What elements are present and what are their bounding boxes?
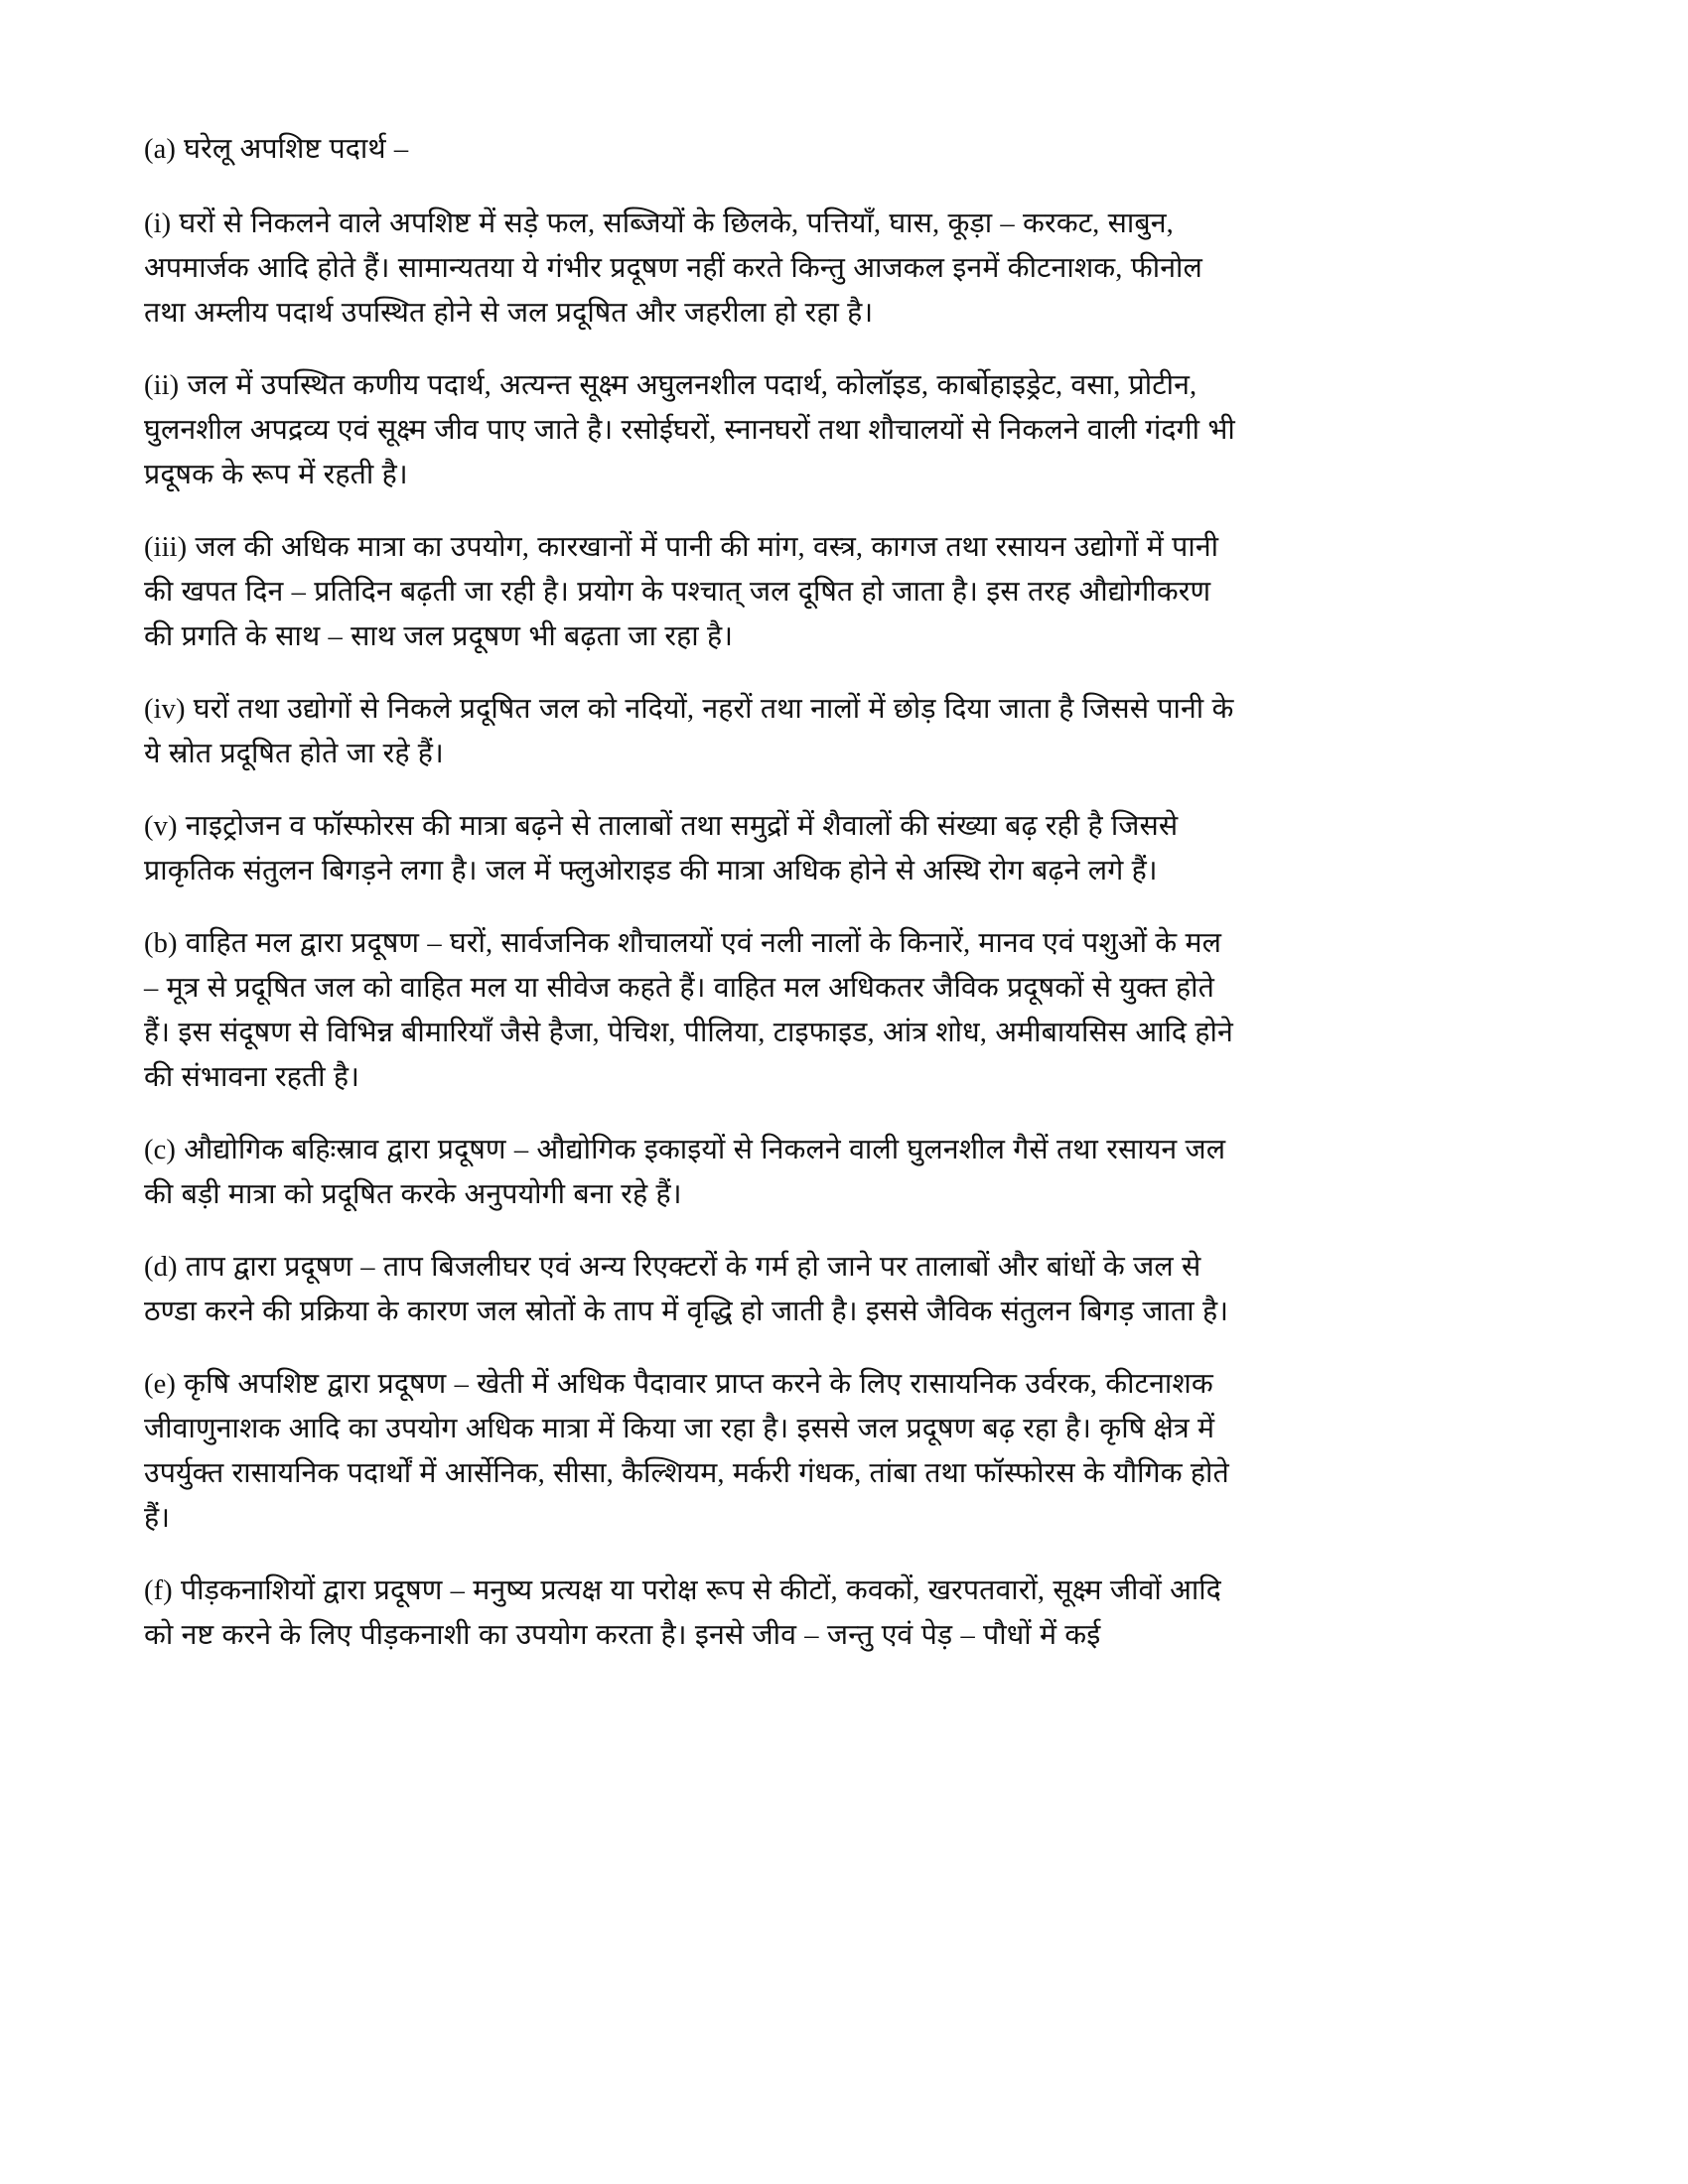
document-text-body [144,127,1241,1658]
paragraph-section-e-agricultural-waste-pollution: (e) कृषि अपशिष्ट द्वारा प्रदूषण – खेती में अधिक पैदावार प्राप्त करने के लिए रासायनिक उर्वरक, कीटनाशक जीवाणुनाशक आदि का उपयोग अधिक मात्रा में किया जा रहा है। इससे जल प्रदूषण बढ़ रहा है। कृषि क्षेत्र में उपर्युक्त रासायनिक पदार्थों में आर्सेनिक, सीसा, कैल्शियम, मर्करी गंधक, तांबा तथा फॉस्फोरस के यौगिक होते हैं। [144,1369,1229,1534]
paragraph-point-i: (i) घरों से निकलने वाले अपशिष्ट में सड़े फल, सब्जियों के छिलके, पत्तियाँ, घास, कूड़ा – करकट, साबुन, अपमार्जक आदि होते हैं। सामान्यतया ये गंभीर प्रदूषण नहीं करते किन्तु आजकल इनमें कीटनाशक, फीनोल तथा अम्लीय पदार्थ उपस्थित होने से जल प्रदूषित और जहरीला हो रहा है। [144,208,1202,329]
paragraph-section-d-thermal-pollution: (d) ताप द्वारा प्रदूषण – ताप बिजलीघर एवं अन्य रिएक्टरों के गर्म हो जाने पर तालाबों और बांधों के जल से ठण्डा करने की प्रक्रिया के कारण जल स्रोतों के ताप में वृद्धि हो जाती है। इससे जैविक संतुलन बिगड़ जाता है। [144,1252,1229,1327]
paragraph-point-iii: (iii) जल की अधिक मात्रा का उपयोग, कारखानों में पानी की मांग, वस्त्र, कागज तथा रसायन उद्योगों में पानी की खपत दिन – प्रतिदिन बढ़ती जा रही है। प्रयोग के पश्चात् जल दूषित हो जाता है। इस तरह औद्योगीकरण की प्रगति के साथ – साथ जल प्रदूषण भी बढ़ता जा रहा है। [144,532,1219,652]
paragraph-point-ii: (ii) जल में उपस्थित कणीय पदार्थ, अत्यन्त सूक्ष्म अघुलनशील पदार्थ, कोलॉइड, कार्बोहाइड्रेट, वसा, प्रोटीन, घुलनशील अपद्रव्य एवं सूक्ष्म जीव पाए जाते है। रसोईघरों, स्नानघरों तथा शौचालयों से निकलने वाली गंदगी भी प्रदूषक के रूप में रहती है। [144,370,1235,490]
paragraph-section-c-industrial-effluent-pollution: (c) औद्योगिक बहिःस्राव द्वारा प्रदूषण – औद्योगिक इकाइयों से निकलने वाली घुलनशील गैसें तथा रसायन जल की बड़ी मात्रा को प्रदूषित करके अनुपयोगी बना रहे हैं। [144,1135,1226,1210]
heading-domestic-waste: (a) घरेलू अपशिष्ट पदार्थ – [144,134,409,165]
paragraph-section-f-pesticide-pollution: (f) पीड़कनाशियों द्वारा प्रदूषण – मनुष्य प्रत्यक्ष या परोक्ष रूप से कीटों, कवकों, खरपतवारों, सूक्ष्म जीवों आदि को नष्ट करने के लिए पीड़कनाशी का उपयोग करता है। इनसे जीव – जन्तु एवं पेड़ – पौधों में कई [144,1575,1221,1651]
paragraph-section-b-sewage-pollution: (b) वाहित मल द्वारा प्रदूषण – घरों, सार्वजनिक शौचालयों एवं नली नालों के किनारें, मानव एवं पशुओं के मल – मूत्र से प्रदूषित जल को वाहित मल या सीवेज कहते हैं। वाहित मल अधिकतर जैविक प्रदूषकों से युक्त होते हैं। इस संदूषण से विभिन्न बीमारियाँ जैसे हैजा, पेचिश, पीलिया, टाइफाइड, आंत्र शोध, अमीबायसिस आदि होने की संभावना रहती है। [144,928,1233,1093]
paragraph-point-iv: (iv) घरों तथा उद्योगों से निकले प्रदूषित जल को नदियों, नहरों तथा नालों में छोड़ दिया जाता है जिससे पानी के ये स्रोत प्रदूषित होते जा रहे हैं। [144,694,1234,769]
paragraph-point-v: (v) नाइट्रोजन व फॉस्फोरस की मात्रा बढ़ने से तालाबों तथा समुद्रों में शैवालों की संख्या बढ़ रही है जिससे प्राकृतिक संतुलन बिगड़ने लगा है। जल में फ्लुओराइड की मात्रा अधिक होने से अस्थि रोग बढ़ने लगे हैं। [144,811,1179,887]
